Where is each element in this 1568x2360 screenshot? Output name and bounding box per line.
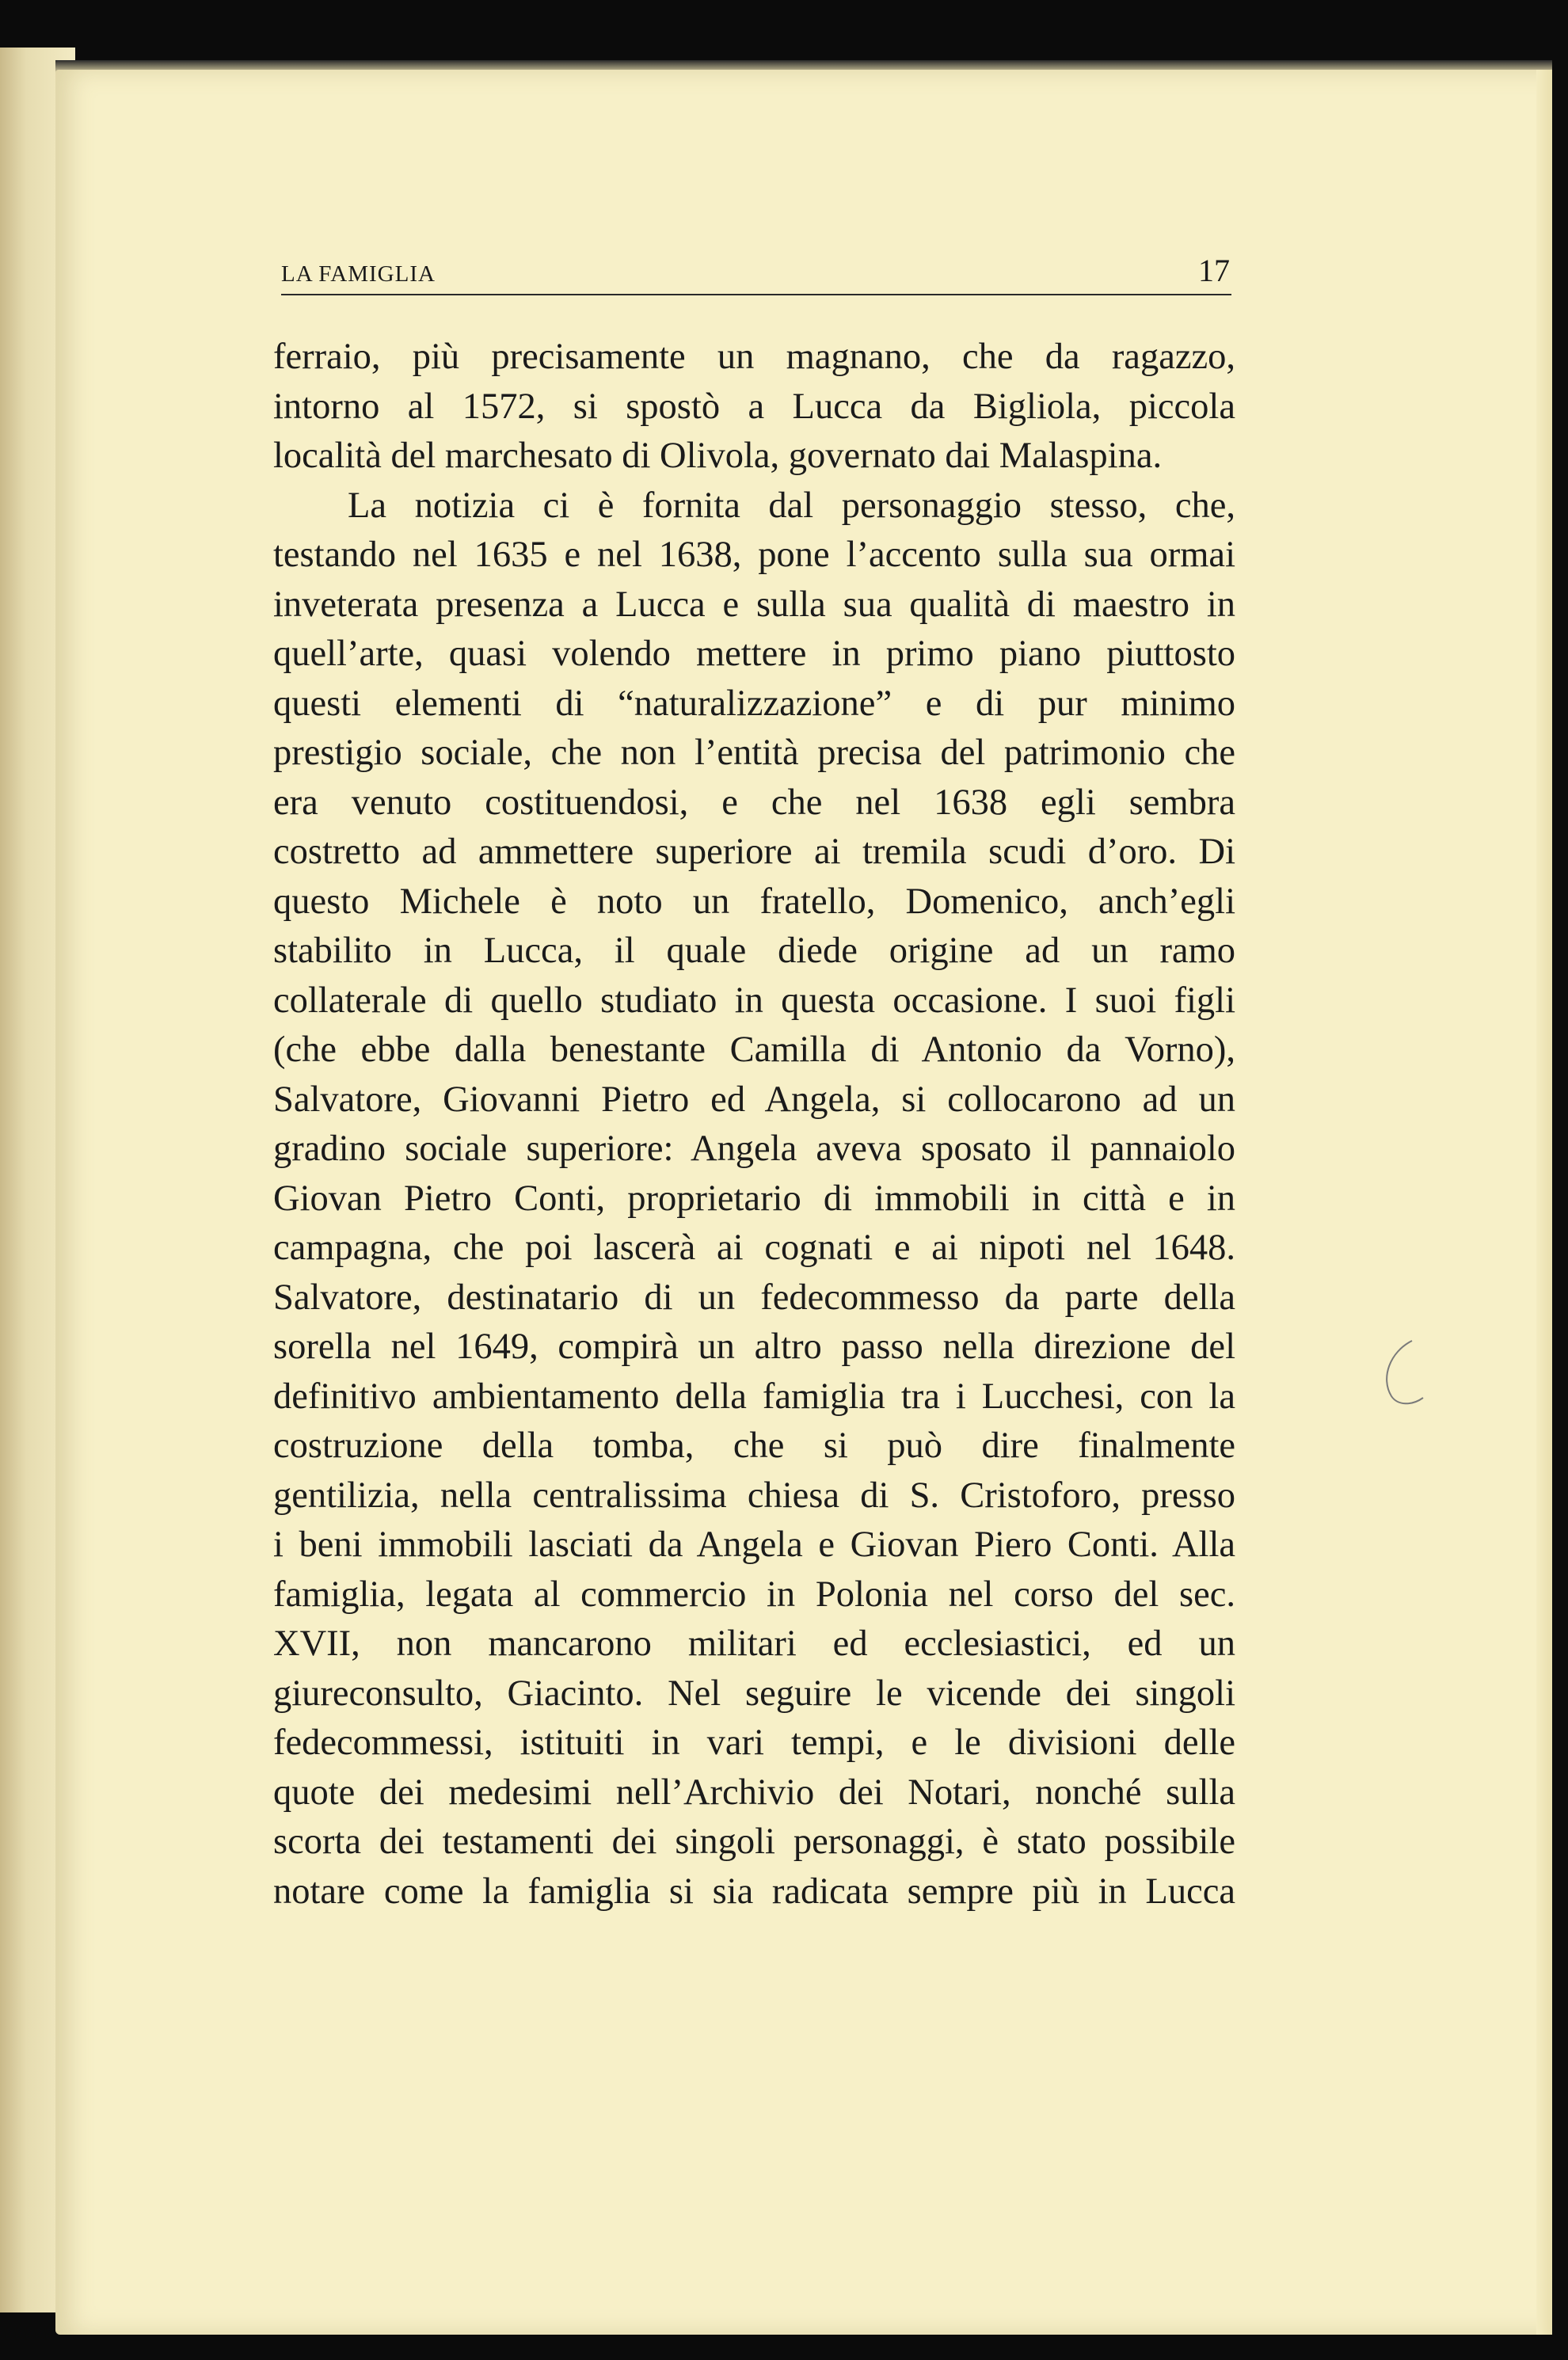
text-line: costretto ad ammettere superiore ai tremila scudi d’oro. Di xyxy=(273,832,1235,872)
page-fore-edge xyxy=(1536,70,1552,2335)
text-line: stabilito in Lucca, il quale diede origine ad un ramo xyxy=(273,931,1235,971)
text-line: famiglia, legata al commercio in Polonia nel corso del sec. xyxy=(273,1574,1235,1615)
text-line: i beni immobili lasciati da Angela e Giovan Piero Conti. Alla xyxy=(273,1524,1235,1565)
text-line: giureconsulto, Giacinto. Nel seguire le vicende dei singoli xyxy=(273,1673,1235,1714)
text-line: quell’arte, quasi volendo mettere in primo piano piuttosto xyxy=(273,634,1235,674)
text-line: XVII, non mancarono militari ed ecclesiastici, ed un xyxy=(273,1623,1235,1664)
text-line: gradino sociale superiore: Angela aveva sposato il pannaiolo xyxy=(273,1129,1235,1169)
text-line: sorella nel 1649, compirà un altro passo nella direzione del xyxy=(273,1327,1235,1367)
text-line: quote dei medesimi nell’Archivio dei Notari, nonché sulla xyxy=(273,1772,1235,1813)
text-line: costruzione della tomba, che si può dire finalmente xyxy=(273,1426,1235,1466)
text-line: La notizia ci è fornita dal personaggio stesso, che, xyxy=(348,485,1235,526)
page-number: 17 xyxy=(1198,253,1230,288)
body-text xyxy=(273,333,1235,1917)
pencil-margin-mark xyxy=(1374,1334,1429,1414)
text-line: questi elementi di “naturalizzazione” e di pur minimo xyxy=(273,683,1235,724)
text-line: campagna, che poi lascerà ai cognati e ai nipoti nel 1648. xyxy=(273,1228,1235,1268)
text-line: Salvatore, Giovanni Pietro ed Angela, si collocarono ad un xyxy=(273,1079,1235,1120)
text-line: Salvatore, destinatario di un fedecommesso da parte della xyxy=(273,1277,1235,1318)
text-line: località del marchesato di Olivola, governato dai Malaspina. xyxy=(273,436,1163,476)
text-line: definitivo ambientamento della famiglia tra i Lucchesi, con la xyxy=(273,1376,1235,1417)
text-line: ferraio, più precisamente un magnano, che da ragazzo, xyxy=(273,337,1235,377)
text-line: (che ebbe dalla benestante Camilla di Antonio da Vorno), xyxy=(273,1030,1235,1070)
text-line: fedecommessi, istituiti in vari tempi, e le divisioni delle xyxy=(273,1722,1235,1763)
text-line: questo Michele è noto un fratello, Domenico, anch’egli xyxy=(273,881,1235,922)
text-line: notare come la famiglia si sia radicata sempre più in Lucca xyxy=(273,1871,1235,1912)
text-line: era venuto costituendosi, e che nel 1638 egli sembra xyxy=(273,782,1235,823)
text-line: Giovan Pietro Conti, proprietario di immobili in città e in xyxy=(273,1178,1235,1219)
text-line: inveterata presenza a Lucca e sulla sua qualità di maestro in xyxy=(273,584,1235,625)
chapter-title: LA FAMIGLIA xyxy=(281,261,436,287)
text-line: collaterale di quello studiato in questa occasione. I suoi figli xyxy=(273,980,1235,1021)
text-line: testando nel 1635 e nel 1638, pone l’accento sulla sua ormai xyxy=(273,535,1235,575)
text-line: scorta dei testamenti dei singoli personaggi, è stato possibile xyxy=(273,1821,1235,1862)
text-line: gentilizia, nella centralissima chiesa di S. Cristoforo, presso xyxy=(273,1475,1235,1516)
running-header xyxy=(281,249,1231,295)
text-line: intorno al 1572, si spostò a Lucca da Bigliola, piccola xyxy=(273,386,1235,427)
text-line: prestigio sociale, che non l’entità precisa del patrimonio che xyxy=(273,733,1235,773)
